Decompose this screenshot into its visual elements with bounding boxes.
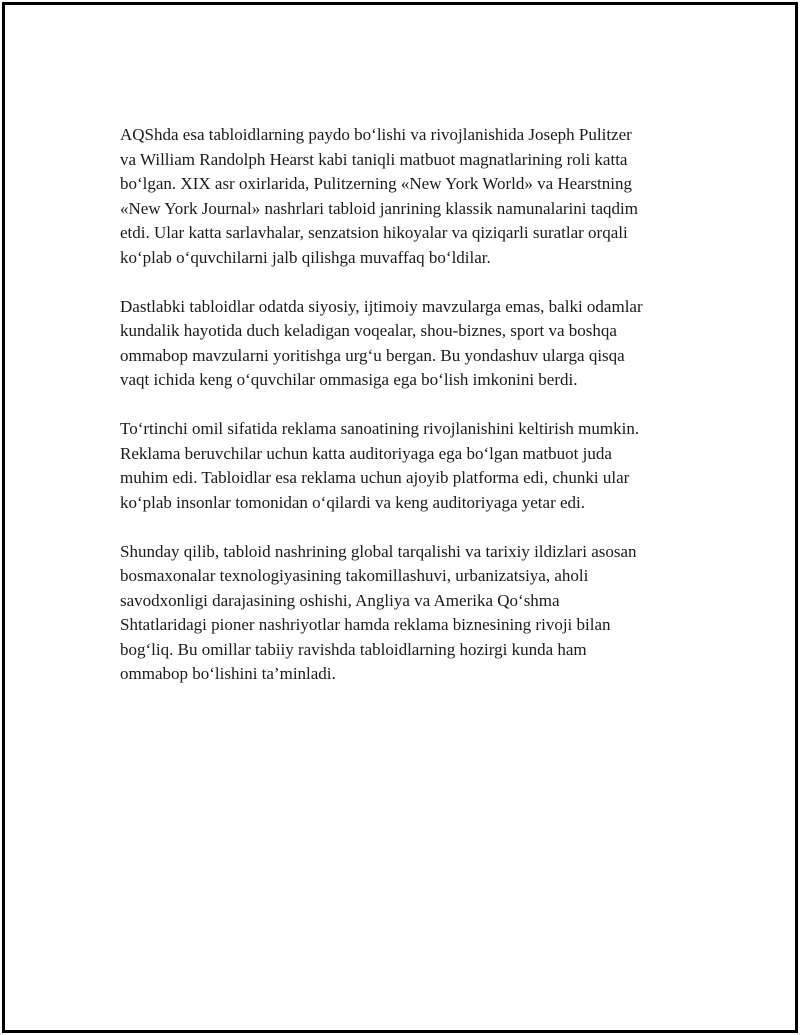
paragraph: Dastlabki tabloidlar odatda siyosiy, ijtimoiy mavzularga emas, balki odamlar kundalik hayotida duch keladigan voqealar, shou-biznes, sport va boshqa ommabop mavzularni yoritishga urg‘u bergan. Bu yondashuv ularga qisqa vaqt ichida keng o‘quvchilar ommasiga ega bo‘lish imkonini berdi. xyxy=(120,296,643,389)
paragraph: Shunday qilib, tabloid nashrining global tarqalishi va tarixiy ildizlari asosan bosmaxonalar texnologiyasining takomillashuvi, urbanizatsiya, aholi savodxonligi darajasining oshishi, Angliya va Amerika Qo‘shma Shtatlaridagi pioner nashriyotlar hamda reklama biznesining rivoji bilan bog‘liq. Bu omillar tabiiy ravishda tabloidlarning hozirgi kunda ham ommabop bo‘lishini ta’minladi. xyxy=(120,541,637,683)
paragraph: AQShda esa tabloidlarning paydo bo‘lishi va rivojlanishida Joseph Pulitzer va William Randolph Hearst kabi taniqli matbuot magnatlarining roli katta bo‘lgan. XIX asr oxirlarida, Pulitzerning «New York World» va Hearstning «New York Journal» nashrlari tabloid janrining klassik namunalarini taqdim etdi. Ular katta sarlavhalar, senzatsion hikoyalar va qiziqarli suratlar orqali ko‘plab o‘quvchilarni jalb qilishga muvaffaq bo‘ldilar. xyxy=(120,125,638,267)
paragraph: To‘rtinchi omil sifatida reklama sanoatining rivojlanishini keltirish mumkin. Reklama beruvchilar uchun katta auditoriyaga ega bo‘lgan matbuot juda muhim edi. Tabloidlar esa reklama uchun ajoyib platforma edi, chunki ular ko‘plab insonlar tomonidan o‘qilardi va keng auditoriyaga yetar edi. xyxy=(120,419,640,512)
document-body xyxy=(120,123,690,711)
page-frame xyxy=(2,2,798,1033)
